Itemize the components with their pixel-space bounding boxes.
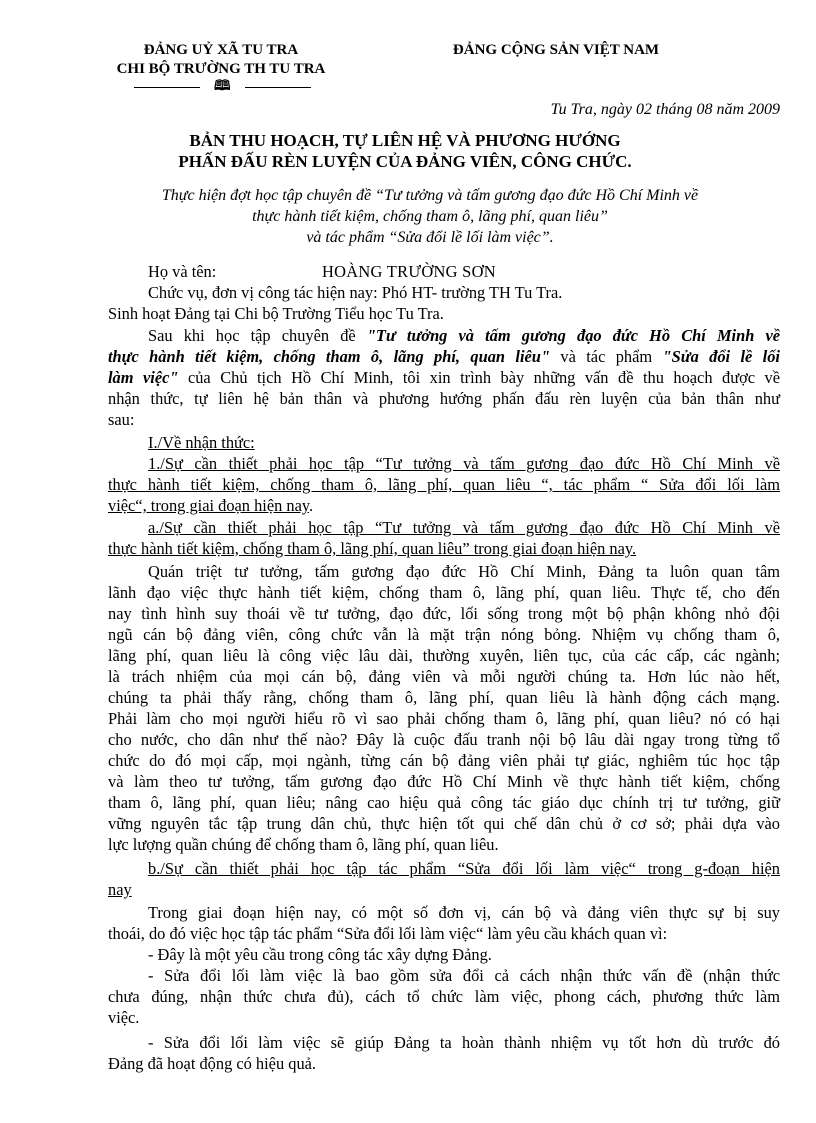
work-title-cont: làm việc" — [108, 368, 179, 387]
intro-line5: sau: — [108, 410, 135, 429]
intro-line1 — [148, 326, 780, 347]
divider-left — [134, 87, 200, 88]
subsection-a-line1: a./Sự cần thiết phải học tập “Tư tưởng và tấm gương đạo đức Hồ Chí Minh về — [148, 518, 780, 537]
paragraph-a-line: cho nước, cho dân như thế nào? Đây là cuộc đấu tranh nội bộ lâu dài ngay trong từng tổ — [108, 730, 780, 749]
paragraph-a-line: vững nguyên tắc tập trung dân chủ, thực hiện tốt qui chế dân chủ ở cơ sở; phải dựa vào — [108, 814, 780, 833]
paragraph-a-line: nay tình hình suy thoái về tư tưởng, đạo đức, lối sống trong một bộ phận không nhỏ đội — [108, 604, 780, 623]
bullet-item: - Sửa đổi lối làm việc sẽ giúp Đảng ta hoàn thành nhiệm vụ tốt hơn dù trước đó — [148, 1033, 780, 1052]
subtitle-line2: thực hành tiết kiệm, chống tham ô, lãng phí, quan liêu” — [252, 208, 608, 225]
intro-text: Sau khi học tập chuyên đề — [148, 326, 367, 345]
divider-right — [245, 87, 311, 88]
bullet-item: - Sửa đổi lối làm việc là bao gồm sửa đổi cả cách nhận thức vấn đề (nhận thức — [148, 966, 780, 985]
intro-line3 — [108, 368, 780, 389]
subsection-b-line2: nay — [108, 880, 132, 899]
national-party-name: ĐẢNG CỘNG SẢN VIỆT NAM — [452, 42, 660, 58]
paragraph-a-line: lực lượng quần chúng để chống tham ô, lãng phí, quan liêu. — [108, 835, 499, 854]
subsection-1-line1: 1./Sự cần thiết phải học tập “Tư tưởng và tấm gương đạo đức Hồ Chí Minh về — [148, 454, 780, 473]
subsection-1-line3 — [108, 496, 313, 517]
paragraph-a-line: tham ô, lãng phí, quan liêu; nâng cao hiệu quả công tác giáo dục chính trị tư tưởng, giữ — [108, 793, 780, 812]
bullet-item-cont: việc. — [108, 1008, 140, 1027]
bullet-item: - Đây là một yêu cầu trong công tác xây dựng Đảng. — [148, 945, 492, 964]
name-value: HOÀNG TRƯỜNG SƠN — [322, 262, 496, 281]
subtitle-line1: Thực hiện đợt học tập chuyên đề “Tư tưởng và tấm gương đạo đức Hồ Chí Minh về — [161, 187, 699, 204]
paragraph-a-line: Quán triệt tư tưởng, tấm gương đạo đức Hồ Chí Minh, Đảng ta luôn quan tâm — [148, 562, 780, 581]
paragraph-a-line: và làm theo tư tưởng, tấm gương đạo đức Hồ Chí Minh về thực hành tiết kiệm, chống — [108, 772, 780, 791]
position-line: Chức vụ, đơn vị công tác hiện nay: Phó HT- trường TH Tu Tra. — [148, 283, 563, 302]
paragraph-a-line: chức do đó mọi cấp, mọi ngành, từng cán bộ đảng viên phải tự giác, nghiêm túc học tập — [108, 751, 780, 770]
topic-title: "Tư tưởng và tấm gương đạo đức Hồ Chí Minh về — [366, 326, 781, 345]
paragraph-a-line: lãnh đạo việc thực hành tiết kiệm, chống tham ô, lãng phí, quan liêu. Thực tế, cho đến — [108, 583, 780, 602]
name-label: Họ và tên: — [148, 262, 217, 281]
page-title: BẢN THU HOẠCH, TỰ LIÊN HỆ VÀ PHƯƠNG HƯỚNG — [189, 131, 621, 150]
subtitle-line3: và tác phẩm “Sửa đổi lề lối làm việc”. — [306, 229, 554, 246]
paragraph-b-line: Trong giai đoạn hiện nay, có một số đơn vị, cán bộ và đảng viên thực sự bị suy — [148, 903, 780, 922]
subsection-a-line2: thực hành tiết kiệm, chống tham ô, lãng phí, quan liêu” trong giai đoạn hiện nay. — [108, 539, 637, 558]
paragraph-b-line: thoái, do đó việc học tập tác phẩm “Sửa đổi lối làm việc“ làm yêu cầu khách quan vì: — [108, 924, 668, 943]
paragraph-a-line: là trách nhiệm của mọi cán bộ, đảng viên và mỗi người chúng ta. Hơn lúc nào hết, — [108, 667, 780, 686]
book-icon: 🕮 — [214, 79, 231, 95]
subsection-b-line1: b./Sự cần thiết phải học tập tác phẩm “Sửa đổi lối làm việc“ trong g-đoạn hiện — [148, 859, 780, 878]
intro-line2 — [108, 347, 780, 368]
subsection-1-period: . — [309, 496, 314, 515]
party-cell-line: Sinh hoạt Đảng tại Chi bộ Trường Tiểu học Tu Tra. — [108, 304, 444, 323]
intro-text-2: và tác phẩm — [550, 347, 663, 366]
intro-text-3: của Chủ tịch Hồ Chí Minh, tôi xin trình bày những vấn đề thu hoạch được về — [178, 368, 780, 387]
intro-line4: nhận thức, tự liên hệ bản thân và phương hướng phấn đấu rèn luyện của bản thân như — [108, 389, 780, 408]
paragraph-a-line: chúng ta phải thấy rằng, chống tham ô, lãng phí, quan liêu là hành động cách mạng. — [108, 688, 780, 707]
party-cell-name: CHI BỘ TRƯỜNG TH TU TRA — [116, 61, 326, 77]
document-date: Tu Tra, ngày 02 tháng 08 năm 2009 — [550, 101, 780, 118]
bullet-item-cont: chưa đúng, nhận thức chưa đủ), cách tổ chức làm việc, phong cách, phương thức làm — [108, 987, 780, 1006]
work-title: "Sửa đổi lề lối — [662, 347, 780, 366]
header-ornament — [134, 78, 344, 96]
subsection-1-line2: thực hành tiết kiệm, chống tham ô, lãng phí, quan liêu “, tác phẩm “ Sửa đổi lối làm — [108, 475, 780, 494]
paragraph-a-line: ngũ cán bộ đảng viên, công chức vẫn là mặt trận nóng bỏng. Nhiệm vụ chống tham ô, — [108, 625, 780, 644]
subsection-1-text: việc“, trong giai đoạn hiện nay — [108, 496, 310, 515]
page-title-line2: PHẤN ĐẤU RÈN LUYỆN CỦA ĐẢNG VIÊN, CÔNG CHỨC. — [178, 152, 632, 171]
paragraph-a-line: lãng phí, quan liêu là công việc lâu dài, thường xuyên, liên tục, của các cấp, các ngành; — [108, 646, 780, 665]
topic-title-cont: thực hành tiết kiệm, chống tham ô, lãng phí, quan liêu" — [108, 347, 550, 366]
bullet-item-cont: Đảng đã hoạt động có hiệu quả. — [108, 1054, 317, 1073]
paragraph-a-line: Phải làm cho mọi người hiểu rõ vì sao phải chống tham ô, lãng phí, quan liêu? nó có hại — [108, 709, 780, 728]
party-committee-name: ĐẢNG UỶ XÃ TU TRA — [143, 42, 299, 58]
section-heading: I./Về nhận thức: — [148, 433, 255, 452]
